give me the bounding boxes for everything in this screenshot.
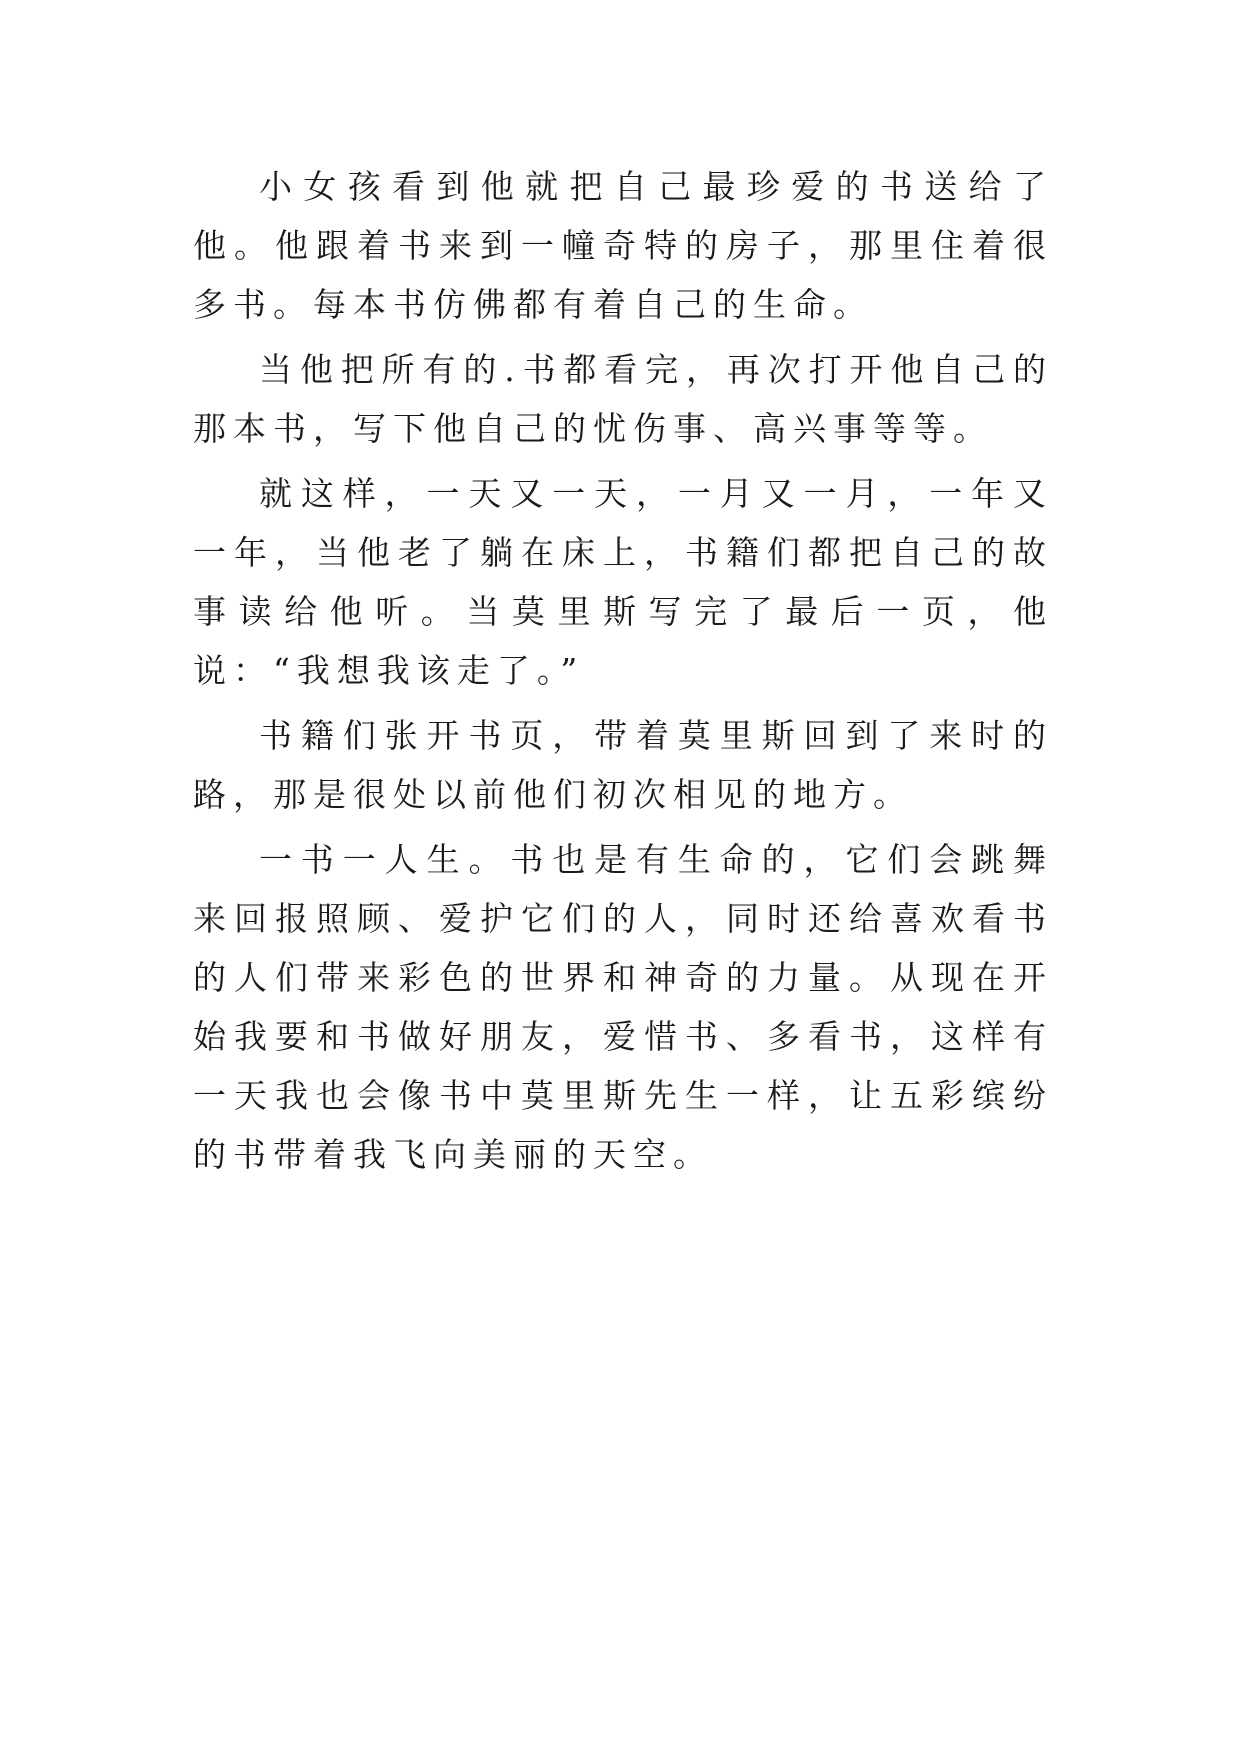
paragraph-4: 书籍们张开书页，带着莫里斯回到了来时的路，那是很处以前他们初次相见的地方。 xyxy=(193,716,1053,814)
document-body xyxy=(193,157,1053,1190)
paragraph-2: 当他把所有的.书都看完，再次打开他自己的那本书，写下他自己的忧伤事、高兴事等等。 xyxy=(193,350,1053,448)
paragraph-1: 小女孩看到他就把自己最珍爱的书送给了他。他跟着书来到一幢奇特的房子，那里住着很多书。每本书仿佛都有着自己的生命。 xyxy=(193,167,1053,324)
paragraph-5: 一书一人生。书也是有生命的，它们会跳舞来回报照顾、爱护它们的人，同时还给喜欢看书的人们带来彩色的世界和神奇的力量。从现在开始我要和书做好朋友，爱惜书、多看书，这样有一天我也会像书中莫里斯先生一样，让五彩缤纷的书带着我飞向美丽的天空。 xyxy=(193,840,1053,1174)
paragraph-3: 就这样，一天又一天，一月又一月，一年又一年，当他老了躺在床上，书籍们都把自己的故事读给他听。当莫里斯写完了最后一页，他说：“我想我该走了。” xyxy=(193,474,1053,690)
